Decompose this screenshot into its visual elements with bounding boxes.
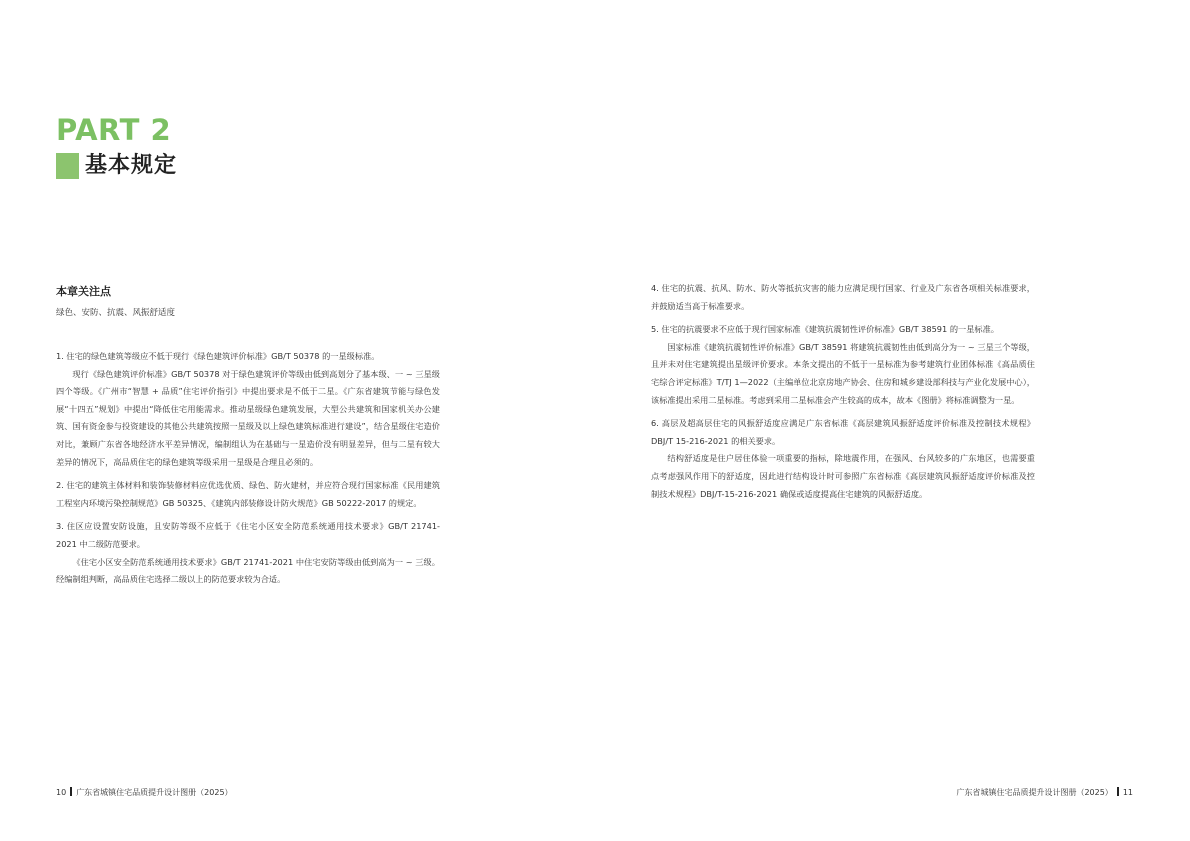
footer-title-right: 广东省城镇住宅品质提升设计图册（2025） <box>956 788 1113 797</box>
section-title: 基本规定 <box>85 153 178 178</box>
footer-title-left: 广东省城镇住宅品质提升设计图册（2025） <box>76 788 233 797</box>
paragraph: 3. 住区应设置安防设施，且安防等级不应低于《住宅小区安全防范系统通用技术要求》GB/T 21741-2021 中二级防范要求。 <box>56 521 440 549</box>
paragraph: 6. 高层及超高层住宅的风振舒适度应满足广东省标准《高层建筑风振舒适度评价标准及控制技术规程》DBJ/T 15-216-2021 的相关要求。 <box>651 418 1035 446</box>
right-column <box>651 280 1035 509</box>
paragraph: 2. 住宅的建筑主体材料和装饰装修材料应优选优质、绿色、防火建材，并应符合现行国家标准《民用建筑工程室内环境污染控制规范》GB 50325、《建筑内部装修设计防火规范》GB 50222-2017 的规定。 <box>56 480 440 508</box>
paragraph: 4. 住宅的抗震、抗风、防水、防火等抵抗灾害的能力应满足现行国家、行业及广东省各项相关标准要求，并鼓励适当高于标准要求。 <box>651 283 1035 311</box>
paragraph: 现行《绿色建筑评价标准》GB/T 50378 对于绿色建筑评价等级由低到高划分了基本级、一 ~ 三星级四个等级。《广州市“智慧 + 品质”住宅评价指引》中提出要求是不低于二星。《广东省建筑节能与绿色发展“十四五”规划》中提出“降低住宅用能需求。推动星级绿色建筑发展，大型公共建筑和国家机关办公建筑、国有资金参与投资建设的其他公共建筑按照一星级及以上绿色建筑标准进行建设”，结合星级住宅造价对比，兼顾广东省各地经济水平差异情况，编制组认为在基础与一星造价没有明显差异，但与二星有较大差异的情况下，高品质住宅的绿色建筑等级采用一星级是合理且必须的。 <box>56 368 440 467</box>
page-number-right: 11 <box>1122 788 1133 797</box>
paragraph: 5. 住宅的抗震要求不应低于现行国家标准《建筑抗震韧性评价标准》GB/T 38591 的一星标准。 <box>651 324 999 335</box>
footer-left <box>56 787 233 798</box>
footer-right <box>956 787 1133 798</box>
title-marker-square <box>56 153 79 179</box>
part-label: PART 2 <box>56 113 172 147</box>
focus-heading: 本章关注点 <box>56 285 111 298</box>
paragraph: 国家标准《建筑抗震韧性评价标准》GB/T 38591 将建筑抗震韧性由低到高分为一 ~ 三星三个等级，且并未对住宅建筑提出星级评价要求。本条文提出的不低于一星标准为参考建筑行业团体标准《高品质住宅综合评定标准》T/TJ 1—2022（主编单位北京房地产协会、住房和城乡建设部科技与产业化发展中心），该标准提出采用二星标准。考虑到采用二星标准会产生较高的成本，故本《图册》将标准调整为一星。 <box>651 341 1035 405</box>
page-number-left: 10 <box>56 788 67 797</box>
paragraph: 结构舒适度是住户居住体验一项重要的指标，除地震作用，在强风、台风较多的广东地区，也需要重点考虑强风作用下的舒适度，因此进行结构设计时可参照广东省标准《高层建筑风振舒适度评价标准及控制技术规程》DBJ/T-15-216-2021 确保或适度提高住宅建筑的风振舒适度。 <box>651 453 1035 499</box>
left-column <box>56 348 440 595</box>
footer-divider <box>1117 787 1119 796</box>
paragraph: 《住宅小区安全防范系统通用技术要求》GB/T 21741-2021 中住宅安防等级由低到高为一 ~ 三级。经编制组判断，高品质住宅选择二级以上的防范要求较为合适。 <box>56 556 440 585</box>
paragraph: 1. 住宅的绿色建筑等级应不低于现行《绿色建筑评价标准》GB/T 50378 的一星级标准。 <box>56 351 380 361</box>
footer-divider <box>70 787 72 796</box>
section-title-block <box>56 152 177 180</box>
focus-tags: 绿色、安防、抗震、风振舒适度 <box>56 308 176 318</box>
